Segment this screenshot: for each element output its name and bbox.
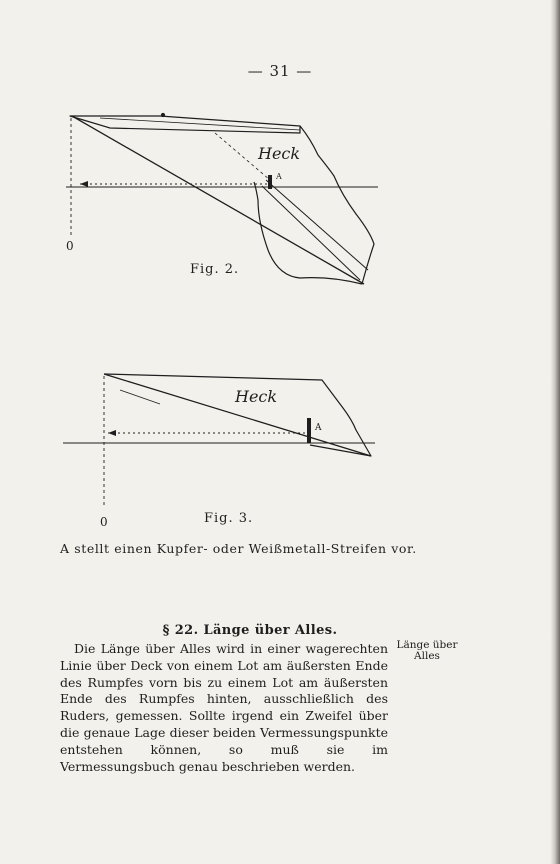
fig3-heck-label: Heck xyxy=(235,387,278,406)
measure-arrow-3 xyxy=(108,430,116,436)
margin-note: Länge über Alles xyxy=(396,639,458,662)
fig3-zero-label: 0 xyxy=(100,515,108,529)
figure-3-drawing xyxy=(63,374,375,508)
fig2-heck-label: Heck xyxy=(258,144,301,163)
fig2-zero-label: 0 xyxy=(66,239,74,253)
fig3-a-label: A xyxy=(315,423,322,433)
figure-3-caption: Fig. 3. xyxy=(204,511,254,526)
section-heading: § 22. Länge über Alles. xyxy=(162,623,338,638)
inner-line-3 xyxy=(120,390,160,404)
figure-note: A stellt einen Kupfer- oder Weißmetall-Streifen vor. xyxy=(60,541,417,556)
section-paragraph: Die Länge über Alles wird in einer wagerechten Linie über Deck von einem Lot am äußersten Ende des Rumpfes vorn bis zu einem Lot am äußersten Ende des Rumpfes hinten, ausschließlich des Ruders, gemessen. Sollte irgend ein Zweifel über die genaue Lage dieser beiden Vermessungspunkte entstehen können, so muß sie im Vermessungsbuch genau beschrieben werden. xyxy=(60,641,388,774)
marker-a-3 xyxy=(307,418,311,443)
figure-2-caption: Fig. 2. xyxy=(190,262,240,277)
page-number: — 31 — xyxy=(247,62,313,80)
fig2-a-label: A xyxy=(276,172,282,181)
